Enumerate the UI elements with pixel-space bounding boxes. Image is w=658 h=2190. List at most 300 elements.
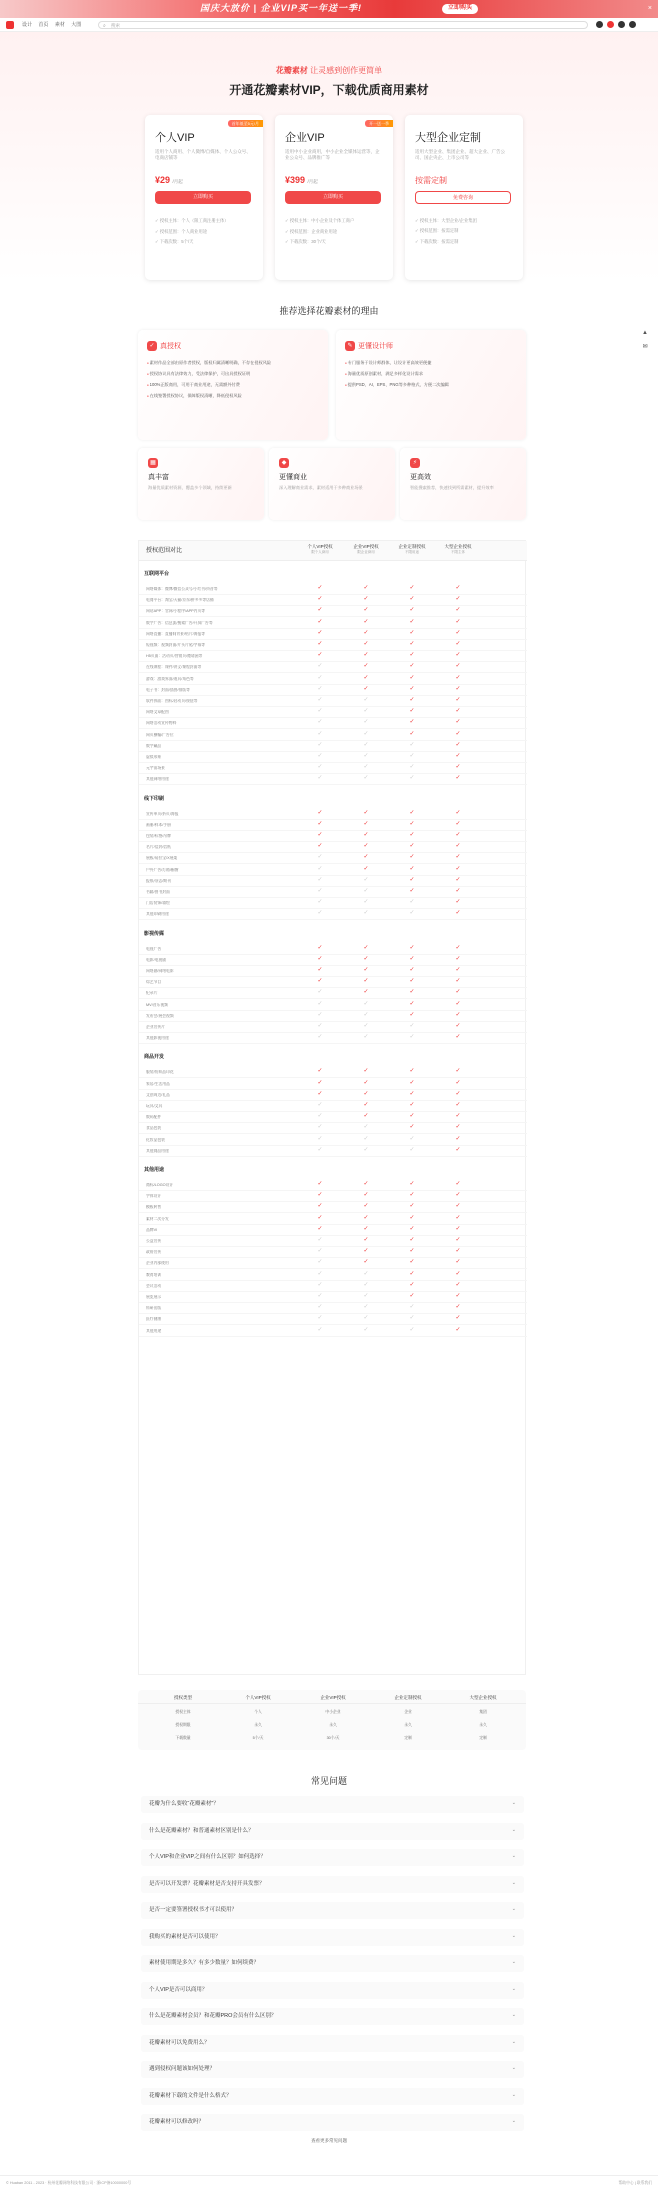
table-group-title[interactable]: 其他用途	[144, 1167, 165, 1173]
faq-title: 常见问题	[310, 1776, 347, 1786]
message-icon[interactable]	[618, 21, 625, 28]
feature-item: ✓ 下载次数：5个/天	[155, 239, 253, 245]
check-icon: ✓	[317, 1225, 323, 1232]
reason-item: ● 素材作品全部由原作者授权，版权归属清晰明确，不存在侵权风险	[147, 360, 327, 366]
check-icon: ✓	[409, 888, 415, 894]
reason-authorized	[138, 330, 328, 440]
disabled-check-icon: ✓	[363, 1270, 369, 1277]
row-label: 企业内部使用	[146, 1261, 169, 1266]
check-icon: ✓	[455, 1079, 461, 1086]
disabled-check-icon: ✓	[409, 1326, 415, 1333]
check-icon: ✓	[455, 888, 461, 894]
check-icon: ✓	[409, 1090, 415, 1097]
row-label: 软件界面：图标/启动页/按钮等	[146, 699, 198, 703]
table-header	[139, 541, 527, 561]
huaban-logo[interactable]	[6, 21, 14, 29]
plan-features	[415, 218, 513, 245]
vip-icon[interactable]	[607, 21, 614, 28]
faq-question: 什么是花瓣素材会员？和花瓣PRO会员有什么区别？	[149, 2013, 277, 2019]
library-icon: ▦	[148, 458, 158, 468]
check-icon: ✓	[363, 629, 369, 636]
check-icon: ✓	[455, 1124, 461, 1131]
row-label: 其他影视用途	[146, 1036, 169, 1041]
check-icon: ✓	[409, 1124, 415, 1131]
faq-item[interactable]	[141, 1796, 524, 1813]
check-icon: ✓	[363, 663, 369, 670]
col-personal	[297, 544, 343, 554]
check-icon: ✓	[363, 1102, 369, 1108]
disabled-check-icon: ✓	[317, 663, 323, 670]
feature-item: ✓ 授权范围：个人商业用途	[155, 229, 253, 235]
check-icon: ✓	[409, 730, 415, 737]
row-label: H5页面：活动页/营销页/邀请函等	[146, 654, 203, 659]
faq-item[interactable]	[141, 1902, 524, 1919]
table-row	[139, 1236, 527, 1247]
check-icon: ✓	[455, 1237, 461, 1243]
check-icon: ✓	[363, 955, 369, 962]
disabled-check-icon: ✓	[363, 753, 369, 759]
table-row	[139, 887, 527, 898]
faq-more-link[interactable]: 查看更多常见问题	[311, 2138, 347, 2143]
row-label: 宣传单页/折页/海报	[146, 811, 179, 816]
check-icon: ✓	[317, 944, 323, 951]
table-row	[139, 763, 527, 774]
reason-title: 真丰富	[148, 474, 169, 481]
check-icon: ✓	[455, 674, 461, 681]
col-name: 个人VIP授权	[307, 544, 333, 549]
row-label: 化妆品包装	[146, 1137, 165, 1142]
row-label: 家居/生活用品	[146, 1081, 170, 1086]
disabled-check-icon: ✓	[363, 910, 369, 917]
disabled-check-icon: ✓	[317, 753, 323, 759]
check-icon: ✓	[409, 685, 415, 692]
hero-tagline	[0, 66, 658, 76]
check-icon: ✓	[317, 978, 323, 985]
disabled-check-icon: ✓	[409, 1023, 415, 1029]
row-label: 商标/LOGO设计	[146, 1183, 174, 1187]
check-icon: ✓	[409, 618, 415, 625]
chevron-down-icon[interactable]: ⌄	[511, 2118, 516, 2124]
disabled-check-icon: ✓	[409, 1146, 415, 1153]
top-navigation	[0, 18, 658, 32]
table-row	[139, 853, 527, 864]
disabled-check-icon: ✓	[363, 1135, 369, 1142]
back-to-top-icon[interactable]: ▲	[642, 330, 648, 336]
table-row	[139, 651, 527, 662]
feature-item: ✓ 授权主体：大型企业/企业集团	[415, 218, 513, 224]
check-icon: ✓	[455, 1315, 461, 1322]
check-icon: ✓	[363, 1248, 369, 1255]
check-icon: ✓	[409, 820, 415, 827]
disabled-check-icon: ✓	[317, 1023, 323, 1029]
check-icon: ✓	[363, 1225, 369, 1232]
faq-item[interactable]	[141, 2088, 524, 2105]
col-sub: 限个人商用	[311, 549, 329, 554]
plan-card-custom	[405, 115, 523, 280]
reason-item: ● 专门服务于设计师群体，让设计更高效更便捷	[345, 360, 525, 366]
faq-item[interactable]	[141, 1955, 524, 1972]
price-value: ¥399	[285, 175, 306, 186]
nav-item-material[interactable]: 素材	[54, 22, 65, 28]
row-label: 包装/标签/吊牌	[146, 834, 171, 838]
check-icon: ✓	[455, 899, 461, 906]
row-label: 门店装饰/墙绘	[146, 901, 170, 906]
faq-question: 个人VIP是否可以商用？	[149, 1986, 208, 1993]
check-icon: ✓	[363, 596, 369, 603]
row-label: 网络活动宣传物料	[146, 721, 177, 726]
plan-desc: 适用大型企业、集团企业、超大企业、广告公司、国企央企、上市公司等	[415, 149, 505, 161]
check-icon: ✓	[363, 854, 369, 861]
check-icon: ✓	[455, 1146, 461, 1153]
check-icon: ✓	[363, 1259, 369, 1266]
chevron-down-icon[interactable]: ⌄	[511, 2065, 516, 2071]
check-icon: ✓	[455, 832, 461, 838]
upload-icon[interactable]	[596, 21, 603, 28]
check-icon: ✓	[455, 1000, 461, 1007]
check-icon: ✓	[409, 989, 415, 996]
check-icon: ✓	[455, 775, 461, 782]
table-row	[139, 1202, 527, 1213]
disabled-check-icon: ✓	[317, 730, 323, 737]
page-title: 开通花瓣素材VIP，下载优质商用素材	[229, 83, 429, 97]
disabled-check-icon: ✓	[363, 1124, 369, 1131]
reason-title: 更高效	[410, 474, 431, 481]
table-row	[139, 640, 527, 651]
check-icon: ✓	[317, 1192, 323, 1199]
row-label: MV/音乐视频	[146, 1002, 168, 1007]
faq-question: 是否可以开发票？花瓣素材是否支持开具发票？	[149, 1880, 265, 1887]
table-row	[139, 1000, 527, 1011]
table-row	[139, 1247, 527, 1258]
table-row	[139, 606, 527, 617]
check-icon: ✓	[455, 753, 461, 759]
reason-item: ● 提供PSD、AI、EPS、PNG等多种格式，方便二次编辑	[345, 382, 525, 388]
nav-item-bigimage[interactable]: 大图	[71, 22, 82, 28]
disabled-check-icon: ✓	[317, 697, 323, 703]
chevron-down-icon[interactable]: ⌄	[511, 1932, 516, 1939]
disabled-check-icon: ✓	[363, 899, 369, 906]
faq-question: 素材使用期是多久？有多少数量？如何续费？	[149, 1960, 260, 1966]
plan-flag: 首年低至5元/月	[228, 120, 263, 127]
reason-item: ● 授权协议具有法律效力，受法律保护，可出具授权证明	[147, 371, 327, 377]
row-label: 科研出版	[146, 1306, 162, 1311]
check-icon: ✓	[455, 1326, 461, 1333]
row-label: 画册/样本/手册	[146, 822, 171, 827]
disabled-check-icon: ✓	[317, 1293, 323, 1299]
check-icon: ✓	[455, 1203, 461, 1210]
row-label: 文创周边/礼品	[146, 1092, 170, 1097]
table-row	[139, 1022, 527, 1033]
table-row	[139, 1033, 527, 1044]
designer-icon: ✎	[345, 341, 355, 351]
row-label: 教育培训	[146, 1272, 162, 1277]
row-label: 其他用途	[146, 1328, 162, 1333]
compare-cell: 定制	[479, 1736, 487, 1740]
check-icon: ✓	[409, 674, 415, 681]
check-icon: ✓	[455, 1270, 461, 1277]
table-row	[139, 1225, 527, 1236]
chevron-down-icon[interactable]: ⌄	[511, 1985, 516, 1992]
check-icon: ✓	[455, 1192, 461, 1199]
check-icon: ✓	[455, 1011, 461, 1018]
search-input[interactable]	[98, 21, 588, 29]
check-icon: ✓	[455, 607, 461, 614]
table-row	[139, 674, 527, 685]
row-label: 电子书：封面/插图/排版等	[146, 687, 190, 692]
faq-item[interactable]	[141, 2035, 524, 2052]
plan-price	[155, 175, 253, 187]
compare-head: 个人VIP授权	[245, 1695, 271, 1700]
consult-button[interactable]: 免费咨询	[415, 191, 511, 204]
table-row	[139, 1180, 527, 1191]
table-row	[139, 1123, 527, 1134]
disabled-check-icon: ✓	[317, 910, 323, 917]
row-label: 元宇宙场景	[146, 766, 165, 771]
table-group-title[interactable]: 互联网平台	[144, 571, 170, 577]
row-label: 网页横幅/广告位	[146, 732, 174, 737]
faq-item[interactable]	[141, 1849, 524, 1866]
check-icon: ✓	[409, 854, 415, 861]
table-row	[139, 1011, 527, 1022]
table-row	[139, 865, 527, 876]
faq-question: 花瓣素材可以免费用么？	[149, 2039, 210, 2046]
table-row	[139, 1079, 527, 1090]
avatar[interactable]	[629, 21, 636, 28]
row-label: 公益宣传	[146, 1239, 162, 1243]
check-icon: ✓	[317, 1203, 323, 1210]
faq-question: 花瓣素材可以修改吗？	[149, 2119, 205, 2125]
col-name: 企业定制授权	[398, 544, 426, 549]
faq-item[interactable]	[141, 2114, 524, 2131]
hero-tag-text: 让灵感到创作更简单	[307, 66, 383, 75]
check-icon: ✓	[455, 629, 461, 636]
close-icon[interactable]: ×	[647, 5, 652, 12]
price-unit: /月起	[307, 179, 318, 185]
check-icon: ✓	[409, 843, 415, 850]
promo-banner[interactable]	[0, 0, 658, 18]
disabled-check-icon: ✓	[317, 685, 323, 692]
row-label: 在线课程：课件/讲义/课程封面等	[146, 665, 202, 670]
table-group-title[interactable]: 影视传媒	[144, 930, 165, 937]
disabled-check-icon: ✓	[363, 1315, 369, 1322]
check-icon: ✓	[363, 1079, 369, 1086]
table-row	[139, 1281, 527, 1292]
disabled-check-icon: ✓	[317, 775, 323, 782]
check-icon: ✓	[317, 1181, 323, 1187]
disabled-check-icon: ✓	[317, 876, 323, 883]
check-icon: ✓	[317, 652, 323, 659]
faq-item[interactable]	[141, 1876, 524, 1893]
compare-cell: 永久	[329, 1723, 337, 1727]
plan-features	[285, 218, 383, 245]
check-icon: ✓	[455, 1090, 461, 1097]
disabled-check-icon: ✓	[317, 1259, 323, 1266]
disabled-check-icon: ✓	[363, 1304, 369, 1311]
check-icon: ✓	[409, 1259, 415, 1266]
chevron-down-icon[interactable]: ⌄	[511, 1879, 516, 1886]
table-row	[139, 1090, 527, 1101]
disabled-check-icon: ✓	[317, 1113, 323, 1120]
check-icon: ✓	[455, 1259, 461, 1266]
check-icon: ✓	[317, 1068, 323, 1075]
check-icon: ✓	[317, 629, 323, 636]
disabled-check-icon: ✓	[317, 1135, 323, 1142]
faq-question: 花瓣为什么要收“花瓣素材”？	[149, 1801, 219, 1807]
table-row	[139, 774, 527, 785]
plan-flag: 开一送一季	[365, 120, 393, 127]
check-icon: ✓	[455, 978, 461, 985]
table-row	[139, 730, 527, 741]
reason-business	[269, 448, 395, 520]
compare-cell: 定制	[404, 1736, 412, 1740]
reason-item: ● 在线签署授权协议，保障版权清晰，降低侵权风险	[147, 393, 327, 399]
disabled-check-icon: ✓	[317, 899, 323, 906]
row-label: 政府宣传	[146, 1250, 162, 1255]
disabled-check-icon: ✓	[317, 1034, 323, 1041]
table-group-title[interactable]: 商品开发	[144, 1054, 165, 1061]
disabled-check-icon: ✓	[409, 741, 415, 748]
check-icon: ✓	[455, 843, 461, 850]
table-row	[139, 1303, 527, 1314]
table-row	[139, 752, 527, 763]
col-custom	[389, 544, 435, 554]
compare-cell: 集团	[479, 1710, 487, 1714]
feature-item: ✓ 授权范围：按需定制	[415, 228, 513, 234]
check-icon: ✓	[363, 832, 369, 838]
disabled-check-icon: ✓	[317, 888, 323, 894]
row-label: 电视广告	[146, 946, 162, 951]
compare-cell: 授权期限	[175, 1723, 191, 1727]
reason-title: 更懂商业	[279, 474, 307, 481]
col-name: 企业VIP授权	[353, 544, 379, 549]
disabled-check-icon: ✓	[317, 1000, 323, 1007]
check-icon: ✓	[455, 685, 461, 692]
check-icon: ✓	[363, 809, 369, 816]
table-row	[139, 1067, 527, 1078]
col-sub: 不限主体	[451, 549, 465, 554]
check-icon: ✓	[455, 1113, 461, 1120]
faq-item[interactable]	[141, 2008, 524, 2025]
disabled-check-icon: ✓	[363, 697, 369, 703]
buy-personal-button[interactable]: 立即购买	[155, 191, 251, 204]
chevron-down-icon[interactable]: ⌄	[511, 2038, 516, 2045]
nav-item-home[interactable]: 首页	[38, 22, 49, 28]
footer-links[interactable]: 帮助中心 | 联系我们	[618, 2181, 652, 2185]
compare-head: 大型企业授权	[469, 1695, 497, 1700]
reason-title: 更懂设计师	[358, 343, 393, 350]
briefcase-icon: ◆	[279, 458, 289, 468]
table-row	[139, 718, 527, 729]
check-icon: ✓	[317, 967, 323, 973]
toolbar-icons	[596, 21, 640, 31]
chevron-down-icon[interactable]: ⌄	[511, 2012, 516, 2018]
row-label: 服装/纺织品印花	[146, 1070, 174, 1075]
check-icon: ✓	[409, 1102, 415, 1108]
chevron-down-icon[interactable]: ⌄	[511, 2091, 516, 2098]
footer	[0, 2175, 658, 2190]
compare-cell: 永久	[404, 1723, 412, 1727]
faq-item[interactable]	[141, 1929, 524, 1946]
table-title: 授权范围对比	[146, 548, 183, 554]
buy-enterprise-button[interactable]: 立即购买	[285, 191, 381, 204]
compare-cell: 永久	[479, 1723, 487, 1727]
faq-item[interactable]	[141, 2061, 524, 2078]
nav-item-design[interactable]: 设计	[22, 22, 33, 28]
plan-price	[285, 175, 383, 187]
table-row	[139, 1112, 527, 1123]
check-icon: ✓	[455, 708, 461, 715]
row-label: 食品包装	[146, 1126, 162, 1131]
disabled-check-icon: ✓	[363, 1293, 369, 1299]
faq-item[interactable]	[141, 1982, 524, 1999]
banner-buy-button[interactable]: 立即购买	[442, 4, 478, 14]
check-icon: ✓	[455, 641, 461, 647]
chevron-down-icon[interactable]: ⌄	[511, 1906, 516, 1912]
feature-item: ✓ 下载次数：30个/天	[285, 239, 383, 245]
table-row	[139, 1270, 527, 1281]
disabled-check-icon: ✓	[317, 1315, 323, 1322]
disabled-check-icon: ✓	[363, 1034, 369, 1041]
chevron-down-icon[interactable]: ⌄	[511, 1800, 516, 1806]
row-label: 网络文章配图	[146, 710, 169, 715]
check-icon: ✓	[409, 1068, 415, 1075]
table-row	[139, 809, 527, 820]
check-icon: ✓	[317, 1079, 323, 1086]
col-sub: 不限用途	[405, 549, 419, 554]
faq-question: 个人VIP和企业VIP之间有什么区别？如何选择？	[149, 1854, 266, 1860]
reason-efficient	[400, 448, 526, 520]
check-icon: ✓	[455, 741, 461, 748]
shield-icon: ✓	[147, 341, 157, 351]
row-label: 素材二次分发	[146, 1216, 169, 1221]
disabled-check-icon: ✓	[409, 1315, 415, 1322]
disabled-check-icon: ✓	[409, 1304, 415, 1311]
plan-name: 企业VIP	[285, 132, 325, 144]
check-icon: ✓	[455, 944, 461, 951]
table-row	[139, 1146, 527, 1157]
check-icon: ✓	[363, 1113, 369, 1120]
compare-cell: 5个/天	[252, 1736, 264, 1740]
check-icon: ✓	[363, 618, 369, 625]
chevron-down-icon[interactable]: ⌄	[511, 1826, 516, 1833]
check-icon: ✓	[455, 1281, 461, 1288]
disabled-check-icon: ✓	[317, 1011, 323, 1018]
faq-question: 遇到侵权问题该如何处理？	[149, 2066, 216, 2072]
disabled-check-icon: ✓	[409, 910, 415, 917]
plan-card-enterprise	[275, 115, 393, 280]
chevron-down-icon[interactable]: ⌄	[511, 1959, 516, 1965]
check-icon: ✓	[455, 1181, 461, 1187]
check-icon: ✓	[409, 1011, 415, 1018]
faq-item[interactable]	[141, 1823, 524, 1840]
row-label: 虚拟形象	[146, 755, 162, 759]
reasons-title: 推荐选择花瓣素材的理由	[279, 306, 379, 316]
table-row	[139, 707, 527, 718]
price-unit: /月起	[172, 179, 183, 185]
row-label: 户外广告/灯箱/橱窗	[146, 867, 179, 872]
table-row	[139, 820, 527, 831]
chevron-down-icon[interactable]: ⌄	[511, 1853, 516, 1859]
check-icon: ✓	[455, 989, 461, 996]
row-label: 医疗健康	[146, 1317, 162, 1322]
check-icon: ✓	[317, 1214, 323, 1221]
table-group-title[interactable]: 线下印刷	[144, 795, 165, 802]
feedback-icon[interactable]: ✉	[642, 344, 648, 350]
check-icon: ✓	[317, 596, 323, 603]
check-icon: ✓	[363, 967, 369, 973]
compare-cell: 下载数量	[175, 1736, 191, 1740]
check-icon: ✓	[409, 1293, 415, 1299]
